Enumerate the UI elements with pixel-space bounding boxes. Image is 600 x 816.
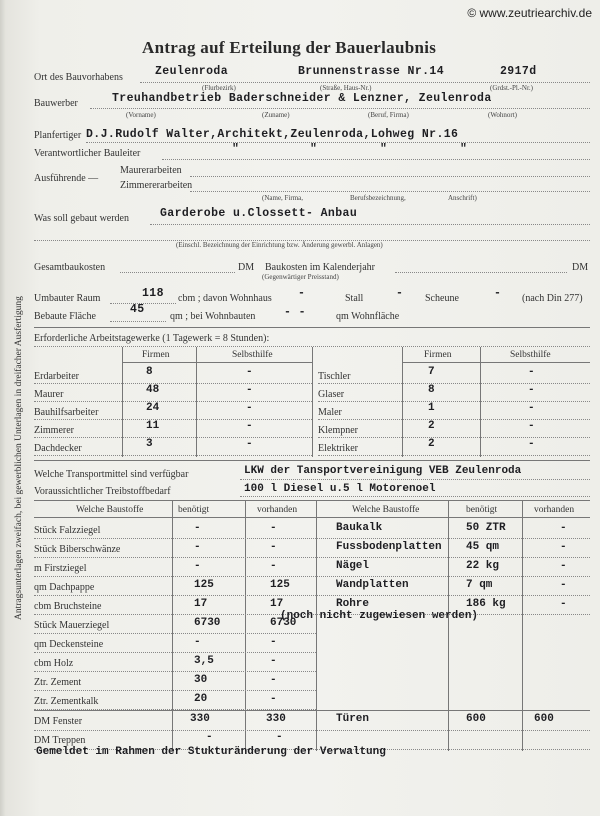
arbeit-right-firmen: 8 (428, 384, 435, 396)
bauleiter-ditto-4: " (460, 143, 468, 156)
baustoff-row-line (34, 538, 316, 539)
treppen-ben: - (206, 731, 213, 743)
baustoff-right-name: Rohre (336, 598, 370, 610)
arbeit-right-name: Glaser (318, 389, 345, 400)
baustoff-row-line (316, 595, 590, 596)
baustoff-row-line (316, 538, 590, 539)
baustoff-left-vor: - (270, 636, 277, 648)
cap-beruf2: Berufsbezeichnung, (350, 194, 406, 202)
baustoff-left-vor: - (270, 693, 277, 705)
arbeit-head-line-l (122, 362, 312, 363)
arbeit-row-line (318, 419, 590, 420)
arbeit-left-selbst: - (246, 366, 253, 378)
baustoffe-col-vor-l: vorhanden (257, 505, 298, 515)
baustoff-left-name: qm Deckensteine (34, 639, 104, 650)
arbeit-left-firmen: 48 (146, 384, 160, 396)
was-caption: (Einschl. Bezeichnung der Einrichtung bzw. Änderung gewerbl. Anlagen) (176, 241, 383, 249)
was-label: Was soll gebaut werden (34, 213, 129, 224)
baustoff-left-name: qm Dachpappe (34, 582, 95, 593)
baustoff-left-ben: 3,5 (194, 655, 214, 667)
cap-grdst: (Grdst.-Pl.-Nr.) (490, 84, 533, 92)
baustoff-row-line (34, 633, 316, 634)
right-col-selbst: Selbsthilfe (510, 350, 551, 360)
fenster-vor: 330 (266, 713, 286, 725)
baustoff-left-vor: - (270, 560, 277, 572)
arbeit-left-selbst: - (246, 402, 253, 414)
cap-name: (Name, Firma, (262, 194, 304, 202)
baustoff-left-vor: - (270, 655, 277, 667)
arbeit-row-line (318, 437, 590, 438)
baustoff-left-ben: 6730 (194, 617, 221, 629)
arbeit-right-firmen: 2 (428, 420, 435, 432)
baustoff-row-line (34, 690, 316, 691)
baustoff-left-ben: 20 (194, 693, 208, 705)
kalenderjahr-label: Baukosten im Kalenderjahr (265, 262, 375, 273)
fenster-line (34, 730, 590, 731)
baustoff-row-line (34, 671, 316, 672)
transport-line (240, 479, 590, 480)
cap-flurbezirk: (Flurbezirk) (202, 84, 236, 92)
baustoff-left-name: m Firstziegel (34, 563, 87, 574)
baustoffe-head-line (34, 517, 590, 518)
arbeit-left-selbst: - (246, 438, 253, 450)
baustoff-left-ben: 125 (194, 579, 214, 591)
tueren-label: Türen (336, 713, 370, 725)
arbeit-row-line (34, 455, 312, 456)
arbeit-right-firmen: 2 (428, 438, 435, 450)
treibstoff-label: Voraussichtlicher Treibstoffbedarf (34, 486, 171, 497)
footer-note: Gemeldet im Rahmen der Stukturänderung der Verwaltung (36, 746, 386, 758)
arbeit-right-selbst: - (528, 420, 535, 432)
bebaute-flaeche-label: Bebaute Fläche (34, 311, 96, 322)
baustoffe-col-name-l: Welche Baustoffe (76, 505, 144, 515)
baustoffe-divider (34, 710, 590, 711)
arbeit-row-line (34, 401, 312, 402)
ort-line (140, 82, 590, 83)
section-divider-1 (34, 327, 590, 328)
baustoff-right-vor: - (560, 579, 567, 591)
arbeit-left-firmen: 8 (146, 366, 153, 378)
baustoff-right-name: Wandplatten (336, 579, 409, 591)
bebaute-flaeche-value: 45 (130, 303, 145, 316)
arbeit-heading: Erforderliche Arbeitstagewerke (1 Tagewerk = 8 Stunden): (34, 333, 270, 344)
maurer-line (190, 176, 590, 177)
planfertiger-value: D.J.Rudolf Walter,Architekt,Zeulenroda,Lohweg Nr.16 (86, 128, 459, 141)
stall-label: Stall (345, 293, 364, 304)
vertical-note: Antragsunterlagen zweifach, bei gewerblichen Unterlagen in dreifacher Ausfertigung (14, 296, 24, 620)
baustoff-row-line (316, 576, 590, 577)
treppen-label: DM Treppen (34, 735, 86, 746)
baustoff-row-line (34, 576, 316, 577)
arbeit-left-name: Erdarbeiter (34, 371, 79, 382)
ausfuehrende-label: Ausführende — (34, 173, 99, 184)
bauwerber-value: Treuhandbetrieb Baderschneider & Lenzner, Zeulenroda (112, 92, 492, 105)
preisstand-caption: (Gegenwärtiger Preisstand) (262, 273, 339, 281)
section-divider-2 (34, 460, 590, 461)
gesamt-line (120, 272, 235, 273)
baustoff-row-line (34, 652, 316, 653)
wohnhaus-value: - (298, 287, 306, 300)
cbm-label: cbm ; davon Wohnhaus (178, 293, 272, 304)
arbeit-right-name: Elektriker (318, 443, 358, 454)
arbeit-right-firmen: 7 (428, 366, 435, 378)
cap-strasse: (Straße, Haus-Nr.) (320, 84, 372, 92)
baustoff-left-vor: - (270, 541, 277, 553)
baustoff-left-name: Ztr. Zementkalk (34, 696, 99, 707)
arbeit-right-selbst: - (528, 402, 535, 414)
right-col-firmen: Firmen (424, 350, 452, 360)
fenster-ben: 330 (190, 713, 210, 725)
left-col-selbst: Selbsthilfe (232, 350, 273, 360)
baustoff-left-ben: 30 (194, 674, 208, 686)
planfertiger-label: Planfertiger (34, 130, 82, 141)
arbeit-left-firmen: 24 (146, 402, 160, 414)
baustoff-right-vor: - (560, 522, 567, 534)
baustoff-row-line (34, 595, 316, 596)
baustoff-left-ben: - (194, 522, 201, 534)
arbeit-vl-5 (480, 347, 481, 457)
arbeit-vl-3 (312, 347, 313, 457)
baustoff-left-name: cbm Holz (34, 658, 74, 669)
arbeit-left-firmen: 3 (146, 438, 153, 450)
baustoffe-col-name-r: Welche Baustoffe (352, 505, 420, 515)
baustoff-left-vor: - (270, 522, 277, 534)
arbeit-vl-1 (122, 347, 123, 457)
arbeit-left-name: Bauhilfsarbeiter (34, 407, 99, 418)
cap-zuname: (Zuname) (262, 111, 290, 119)
section-divider-3 (34, 500, 590, 501)
baustoff-right-vor: - (560, 598, 567, 610)
arbeit-right-firmen: 1 (428, 402, 435, 414)
arbeit-right-selbst: - (528, 384, 535, 396)
arbeit-head-line-r (402, 362, 590, 363)
baustoff-row-line (34, 614, 316, 615)
maurerarbeiten-label: Maurerarbeiten (120, 165, 182, 176)
kalender-line (395, 272, 567, 273)
fenster-label: DM Fenster (34, 716, 83, 727)
baustoff-left-name: Stück Biberschwänze (34, 544, 121, 555)
form-title: Antrag auf Erteilung der Bauerlaubnis (142, 38, 437, 57)
ort-strasse: Brunnenstrasse Nr.14 (298, 65, 445, 78)
umbauter-raum-label: Umbauter Raum (34, 293, 101, 304)
arbeit-row-line (34, 437, 312, 438)
transport-value: LKW der Tansportvereinigung VEB Zeulenroda (244, 465, 522, 477)
baustoff-right-name: Fussbodenplatten (336, 541, 442, 553)
planfertiger-line (86, 142, 590, 143)
din-label: (nach Din 277) (522, 293, 583, 304)
baustoff-left-ben: - (194, 560, 201, 572)
treibstoff-value: 100 l Diesel u.5 l Motorenoel (244, 483, 436, 495)
baustoff-right-ben: 45 qm (466, 541, 500, 553)
baustoff-left-name: cbm Bruchsteine (34, 601, 102, 612)
stall-value: - (396, 287, 404, 300)
tueren-ben: 600 (466, 713, 486, 725)
flaeche-line (110, 321, 166, 322)
cap-wohnort: (Wohnort) (488, 111, 517, 119)
arbeit-right-selbst: - (528, 366, 535, 378)
baustoffe-col-vor-r: vorhanden (534, 505, 575, 515)
ort-flurbezirk: Zeulenroda (155, 65, 229, 78)
transport-label: Welche Transportmittel sind verfügbar (34, 469, 189, 480)
tueren-vor: 600 (534, 713, 554, 725)
left-col-firmen: Firmen (142, 350, 170, 360)
scheune-value: - (494, 287, 502, 300)
arbeit-vl-2 (196, 347, 197, 457)
arbeit-right-name: Tischler (318, 371, 351, 382)
arbeit-right-name: Klempner (318, 425, 358, 436)
bauleiter-ditto-1: " (232, 143, 240, 156)
arbeit-left-firmen: 11 (146, 420, 160, 432)
baustoff-left-name: Ztr. Zement (34, 677, 82, 688)
zimmerer-line (190, 191, 590, 192)
bauwerber-line (90, 108, 590, 109)
treppen-vor: - (276, 731, 283, 743)
baustoffe-col-ben-l: benötigt (178, 505, 210, 515)
cap-beruf: (Beruf, Firma) (368, 111, 409, 119)
baustoff-left-vor: 6730 (270, 617, 297, 629)
zimmererarbeiten-label: Zimmererarbeiten (120, 180, 193, 191)
ort-grdst: 2917d (500, 65, 537, 78)
baustoff-row-line (34, 557, 316, 558)
was-value: Garderobe u.Clossett- Anbau (160, 207, 358, 220)
arbeit-left-selbst: - (246, 420, 253, 432)
qm-label: qm ; bei Wohnbauten (170, 311, 256, 322)
baustoff-right-ben: 50 ZTR (466, 522, 506, 534)
baustoff-left-name: Stück Falzziegel (34, 525, 101, 536)
baustoffe-col-ben-r: benötigt (466, 505, 498, 515)
treibstoff-line (240, 496, 590, 497)
arbeit-row-line (318, 383, 590, 384)
watermark: © www.zeutriearchiv.de (467, 6, 592, 20)
bauwerber-label: Bauwerber (34, 98, 78, 109)
baustoff-left-ben: 17 (194, 598, 208, 610)
arbeit-right-name: Maler (318, 407, 342, 418)
bauleiter-line (162, 159, 590, 160)
baustoff-left-vor: 125 (270, 579, 290, 591)
scheune-label: Scheune (425, 293, 459, 304)
baustoff-right-ben: 186 kg (466, 598, 506, 610)
dm-label-2: DM (572, 262, 589, 273)
cap-vorname: (Vorname) (126, 111, 156, 119)
dm-label-1: DM (238, 262, 255, 273)
bauleiter-label: Verantwortlicher Bauleiter (34, 148, 141, 159)
baustoff-right-vor: - (560, 541, 567, 553)
bauleiter-ditto-2: " (310, 143, 318, 156)
arbeit-left-name: Zimmerer (34, 425, 74, 436)
zuweisung-note: (noch nicht zugewiesen werden) (280, 610, 479, 622)
wohnbauten-value: - - (284, 306, 306, 319)
arbeit-row-line (34, 383, 312, 384)
baustoff-right-ben: 7 qm (466, 579, 493, 591)
umbauter-raum-value: 118 (142, 287, 164, 300)
arbeit-left-name: Maurer (34, 389, 64, 400)
baustoff-row-line (316, 557, 590, 558)
baustoff-left-ben: - (194, 541, 201, 553)
bauleiter-ditto-3: " (380, 143, 388, 156)
arbeit-left-selbst: - (246, 384, 253, 396)
arbeit-row-line (34, 419, 312, 420)
baustoff-right-ben: 22 kg (466, 560, 500, 572)
arbeit-row-line (318, 401, 590, 402)
baustoff-left-name: Stück Mauerziegel (34, 620, 110, 631)
arbeit-left-name: Dachdecker (34, 443, 82, 454)
page-edge (0, 0, 6, 816)
baustoff-right-name: Baukalk (336, 522, 383, 534)
arbeit-row-line (318, 455, 590, 456)
qm-wohnflaeche-label: qm Wohnfläche (336, 311, 400, 322)
arbeit-right-selbst: - (528, 438, 535, 450)
baustoff-left-vor: 17 (270, 598, 284, 610)
was-line (150, 224, 590, 225)
ort-label: Ort des Bauvorhabens (34, 72, 123, 83)
baustoff-right-vor: - (560, 560, 567, 572)
arbeit-vl-4 (402, 347, 403, 457)
baustoff-right-name: Nägel (336, 560, 370, 572)
baustoff-left-ben: - (194, 636, 201, 648)
gesamtbaukosten-label: Gesamtbaukosten (34, 262, 106, 273)
cap-anschrift: Anschrift) (448, 194, 477, 202)
baustoff-left-vor: - (270, 674, 277, 686)
